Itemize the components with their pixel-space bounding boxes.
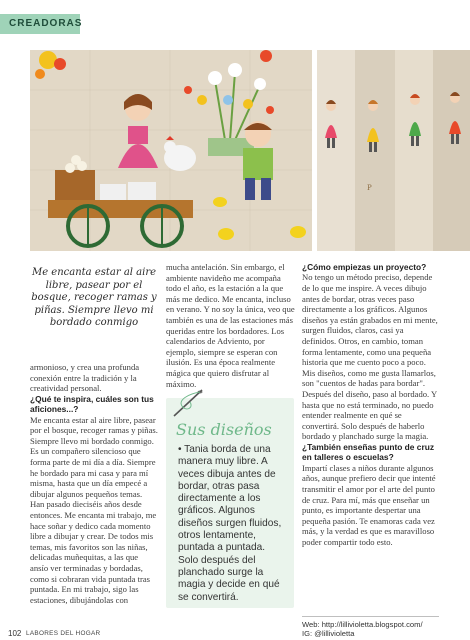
question-teaching: ¿También enseñas punto de cruz en talleres o escuelas?: [302, 441, 435, 463]
sidebar-title: Sus diseños: [176, 420, 272, 439]
embroidered-towels-photo: [317, 50, 470, 251]
question-inspiration: ¿Qué te inspira, cuáles son tus aficiones...?: [30, 393, 154, 415]
question-start-project: ¿Cómo empiezas un proyecto?: [302, 262, 427, 272]
section-label: CREADORAS: [0, 14, 80, 34]
instagram-handle[interactable]: IG: @lillivioletta: [302, 629, 355, 639]
embroidery-scene-photo: [30, 50, 312, 251]
needle-thread-icon: [168, 386, 208, 420]
page-number: 102: [8, 629, 22, 638]
page-footer: [0, 628, 470, 640]
paragraph-lead: armonioso, y crea una profunda conexión entre la tradición y la creatividad personal.: [30, 362, 140, 394]
answer-inspiration: Me encanta estar al aire libre, pasear por el bosque, recoger ramas y piñas. Siempre llevo mi bordado conmigo. Es un compañero silencioso que forma parte de mi día a día. Siempre he bordado para mi casa y para mí misma, hasta que un día empecé a dibujar algunos pequeños temas. Han pasado dieciséis años desde entonces. Me encanta mi trabajo, me hace soñar y dedico cada momento libre a dibujar y crear. De todos mis temas, mis favoritos son las niñas, delicadas muñequitas, a las que ansío ver terminadas y bordadas, como si cobraran vida puntada tras puntada. En mi trabajo, sigo las estaciones, dibujándolas con: [30, 414, 158, 605]
column-1: [30, 362, 158, 605]
magazine-name: LABORES DEL HOGAR: [26, 630, 101, 637]
column-2: [166, 262, 296, 389]
embroidery-scene-icon: [30, 50, 312, 251]
paragraph-seasons: mucha antelación. Sin embargo, el ambiente navideño me acompaña todo el año, es la estación a la que más me dedico. Me encanta, incluso en verano. Y no soy la única, veo que también es una de las estaciones más queridas entre los bordadores. Los calendarios de Adviento, por ejemplo, siempre se esperan con ilusión. Es una época realmente mágica que quiero disfrutar al máximo.: [166, 262, 295, 389]
sidebar-text: • Tania borda de una manera muy libre. A veces dibuja antes de bordar, otras pasa directamente a los gráficos. Algunos diseños surgen fluidos, otros lentamente, puntada a puntada. Solo después del planchado surge la magia y decide en qué se convertirá.: [178, 444, 282, 603]
svg-text:P: P: [367, 184, 372, 192]
answer-start-project: No tengo un método preciso, depende de lo que me inspire. A veces dibujo antes de bordar, otras veces paso directamente a los gráficos. Algunos diseños ya están grabados en mi mente, surgen fluidos, claros, casi ya definidos. Otros, en cambio, toman forma lentamente, como una pequeña historia que me cuento poco a poco. Mis diseños, como me gusta llamarlos, son "cuentos de hadas para bordar". Después del diseño, paso al bordado. Y hasta que no está terminado, no puedo entender realmente en qué se convertirá. Solo después de haberlo bordado y planchado surge la magia.: [302, 272, 438, 442]
answer-teaching: Impartí clases a niños durante algunos años, aunque prefiero decir que intenté transmitir el amor por el arte del punto de cruz. Para mí, más que enseñar un punto, es importante despertar una pequeña pasión. Te enamoras cada vez más, y la verdad es que es maravilloso poder compartir todo esto.: [302, 462, 436, 547]
column-3: [302, 262, 439, 547]
embroidered-towels-icon: [317, 50, 470, 251]
web-link[interactable]: Web: http://lillivioletta.blogspot.com/: [302, 620, 423, 629]
pull-quote: Me encanta estar al aire libre, pasear por el bosque, recoger ramas y piñas. Siempre llevo mi bordado conmigo: [31, 267, 157, 329]
designs-sidebar: [166, 398, 294, 608]
